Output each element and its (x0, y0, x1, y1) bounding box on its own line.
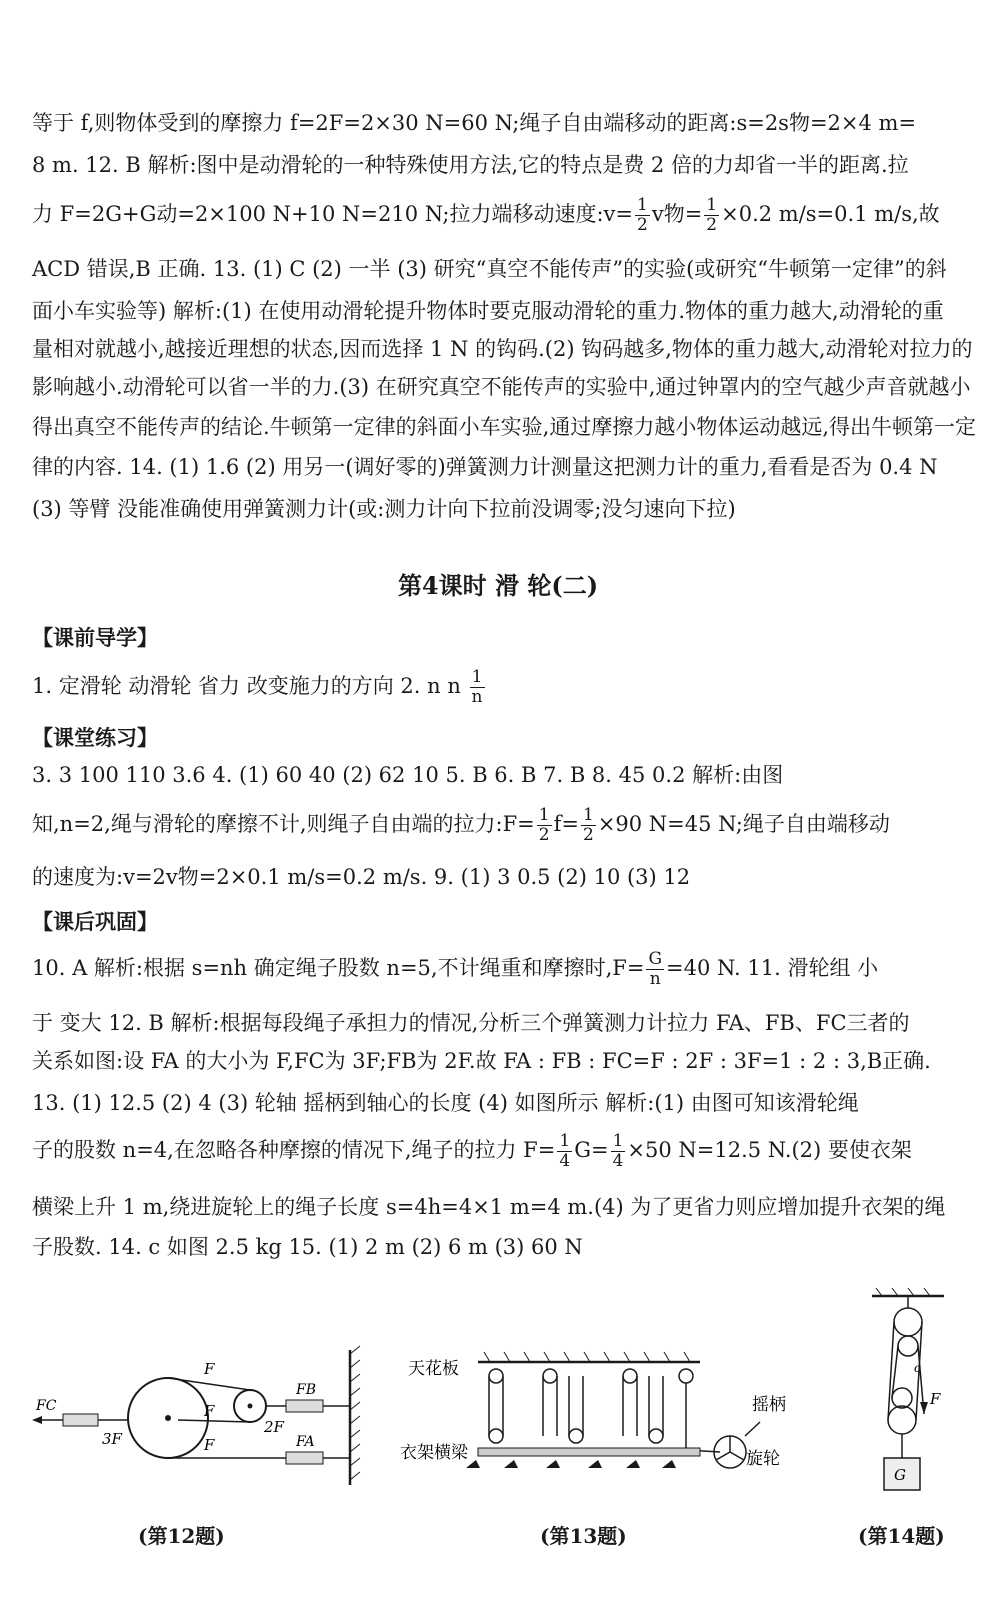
section-heading-preview: 【课前导学】 (32, 625, 158, 650)
text-line-18: 13. (1) 12.5 (2) 4 (3) 轮轴 摇柄到轴心的长度 (4) 如图所示 解析:(1) 由图可知该滑轮绳 (32, 1091, 859, 1115)
fig12-label-fa: FA (296, 1434, 315, 1450)
text-line-6: 量相对就越小,越接近理想的状态,因而选择 1 N 的钩码.(2) 钩码越多,物体的重力越大,动滑轮对拉力的 (32, 337, 973, 361)
text-line-3a: 力 F=2G+G动=2×100 N+10 N=210 N;拉力端移动速度:v= (32, 202, 633, 226)
fig14-label-g: G (894, 1466, 906, 1484)
fraction-half: $\frac{1}{2}$ (706, 195, 718, 235)
text-line-1: 等于 f,则物体受到的摩擦力 f=2F=2×30 N=60 N;绳子自由端移动的距离:s=2s物=2×4 m= (32, 111, 917, 135)
fig13-label-crank: 摇柄 (752, 1395, 786, 1415)
text-line-13a: 知,n=2,绳与滑轮的摩擦不计,则绳子自由端的拉力:F= (32, 812, 535, 836)
text-line-15b: =40 N. 11. 滑轮组 小 (666, 956, 879, 980)
text-line-16: 于 变大 12. B 解析:根据每段绳子承担力的情况,分析三个弹簧测力计拉力 FA、FB、FC三者的 (32, 1011, 910, 1035)
text-line-2: 8 m. 12. B 解析:图中是动滑轮的一种特殊使用方法,它的特点是费 2 倍的力却省一半的距离.拉 (32, 153, 909, 177)
text-line-7: 影响越小.动滑轮可以省一半的力.(3) 在研究真空不能传声的实验中,通过钟罩内的空气越少声音就越小 (32, 375, 971, 399)
text-line-4: ACD 错误,B 正确. 13. (1) C (2) 一半 (3) 研究“真空不能传声”的实验(或研究“牛顿第一定律”的斜 (32, 257, 947, 281)
fraction-g-over-n: $\frac{G}{n}$ (648, 949, 663, 989)
text-line-14: 的速度为:v=2v物=2×0.1 m/s=0.2 m/s. 9. (1) 3 0.5 (2) 10 (3) 12 (32, 865, 691, 889)
fig13-label-beam: 衣架横梁 (400, 1443, 468, 1463)
fig14-label-f: F (930, 1390, 941, 1408)
figure-14-caption: (第14题) (858, 1524, 945, 1548)
figure-14-diagram (858, 1286, 958, 1516)
fig14-label-c: c (914, 1361, 921, 1375)
fraction-half: $\frac{1}{2}$ (538, 805, 550, 845)
fig12-label-3f: 3F (102, 1430, 122, 1448)
text-line-11 (32, 668, 972, 707)
text-line-13b: f= (553, 812, 579, 836)
fig12-label-fc: FC (36, 1398, 57, 1414)
text-line-19a: 子的股数 n=4,在忽略各种摩擦的情况下,绳子的拉力 F= (32, 1138, 556, 1162)
text-line-19b: G= (574, 1138, 609, 1162)
text-line-15 (32, 950, 972, 989)
text-line-15a: 10. A 解析:根据 s=nh 确定绳子股数 n=5,不计绳重和摩擦时,F= (32, 956, 645, 980)
lesson-title: 第4课时 滑 轮(二) (397, 571, 599, 600)
text-line-3b: v物= (651, 202, 703, 226)
text-line-8: 得出真空不能传声的结论.牛顿第一定律的斜面小车实验,通过摩擦力越小物体运动越远,得出牛顿第一定 (32, 415, 977, 439)
fraction-quarter: $\frac{1}{4}$ (559, 1131, 571, 1171)
fig13-label-wheel: 旋轮 (746, 1449, 780, 1469)
text-line-12: 3. 3 100 110 3.6 4. (1) 60 40 (2) 62 10 5. B 6. B 7. B 8. 45 0.2 解析:由图 (32, 763, 784, 787)
text-line-3 (32, 196, 972, 235)
fig12-label-2f: 2F (264, 1418, 284, 1436)
figure-12-caption: (第12题) (138, 1524, 225, 1548)
text-line-11a: 1. 定滑轮 动滑轮 省力 改变施力的方向 2. n n (32, 674, 461, 698)
fig12-label-f-mid: F (204, 1402, 215, 1420)
text-line-3c: ×0.2 m/s=0.1 m/s,故 (721, 202, 940, 226)
fraction-half: $\frac{1}{2}$ (582, 805, 594, 845)
text-line-21: 子股数. 14. c 如图 2.5 kg 15. (1) 2 m (2) 6 m (3) 60 N (32, 1235, 583, 1259)
text-line-13c: ×90 N=45 N;绳子自由端移动 (597, 812, 890, 836)
fraction-quarter: $\frac{1}{4}$ (612, 1131, 624, 1171)
figure-13-diagram (400, 1340, 800, 1510)
text-line-20: 横梁上升 1 m,绕进旋轮上的绳子长度 s=4h=4×1 m=4 m.(4) 为了更省力则应增加提升衣架的绳 (32, 1195, 946, 1219)
section-heading-homework: 【课后巩固】 (32, 909, 158, 934)
fig12-label-fb: FB (296, 1382, 317, 1398)
figure-12-diagram (28, 1340, 368, 1490)
text-line-19 (32, 1132, 972, 1171)
fig12-label-f-top: F (204, 1360, 215, 1378)
text-line-5: 面小车实验等) 解析:(1) 在使用动滑轮提升物体时要克服动滑轮的重力.物体的重力越大,动滑轮的重 (32, 299, 944, 323)
fraction-half: $\frac{1}{2}$ (637, 195, 648, 235)
text-line-13 (32, 806, 972, 845)
text-line-9: 律的内容. 14. (1) 1.6 (2) 用另一(调好零的)弹簧测力计测量这把测力计的重力,看看是否为 0.4 N (32, 455, 938, 479)
fig13-label-ceiling: 天花板 (408, 1359, 459, 1379)
fraction-one-over-n: $\frac{1}{n}$ (471, 667, 483, 707)
text-line-17: 关系如图:设 FA 的大小为 F,FC为 3F;FB为 2F.故 FA : FB : FC=F : 2F : 3F=1 : 2 : 3,B正确. (32, 1049, 931, 1073)
section-heading-classwork: 【课堂练习】 (32, 725, 158, 750)
text-line-10: (3) 等臂 没能准确使用弹簧测力计(或:测力计向下拉前没调零;没匀速向下拉) (32, 497, 736, 521)
text-line-19c: ×50 N=12.5 N.(2) 要使衣架 (627, 1138, 912, 1162)
fig12-label-f-bottom: F (204, 1436, 215, 1454)
figure-13-caption: (第13题) (540, 1524, 627, 1548)
